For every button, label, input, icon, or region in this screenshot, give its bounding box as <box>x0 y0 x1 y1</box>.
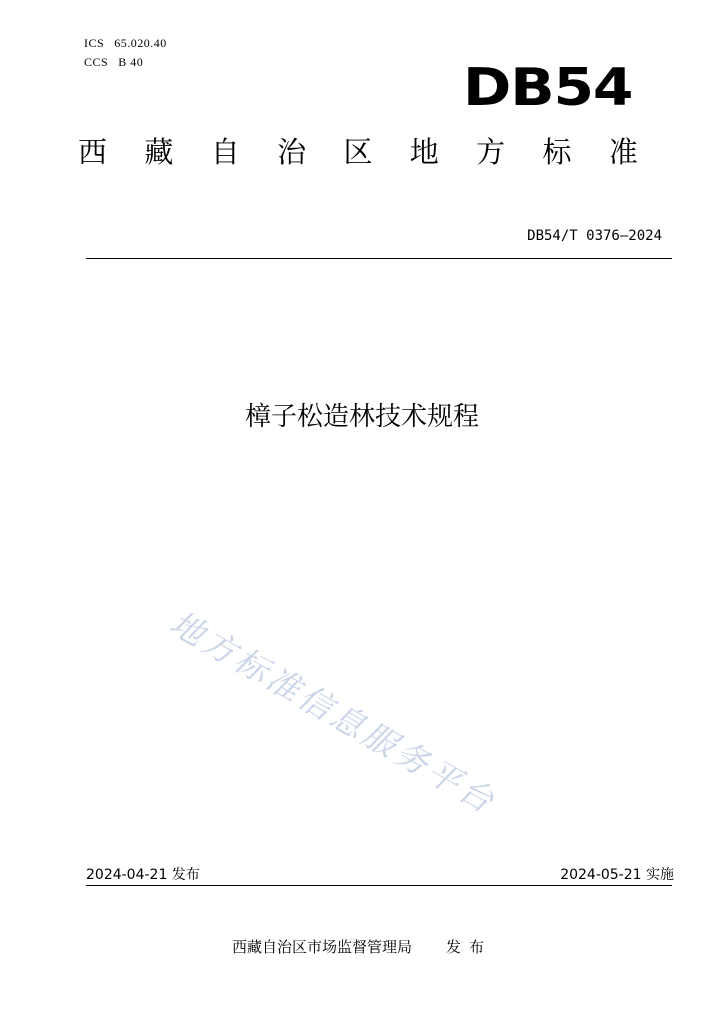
ics-value: 65.020.40 <box>114 36 167 50</box>
standard-number: DB54/T 0376—2024 <box>527 228 662 244</box>
ics-label: ICS <box>84 36 105 50</box>
bottom-divider <box>86 885 672 886</box>
standard-type-char: 标 <box>542 135 572 169</box>
ics-code <box>84 36 167 51</box>
top-divider <box>86 258 672 259</box>
standard-type-char: 地 <box>409 135 439 169</box>
ccs-label: CCS <box>84 55 109 69</box>
standard-type-char: 自 <box>210 135 240 169</box>
standard-type-char: 区 <box>343 135 373 169</box>
issue-date: 2024-04-21 发布 <box>86 867 200 883</box>
watermark: 地方标准信息服务平台 <box>163 603 504 822</box>
standard-type-char: 准 <box>608 135 638 169</box>
issuer-action: 发布 <box>446 938 493 956</box>
standard-type-char: 方 <box>476 135 506 169</box>
standard-type-char: 治 <box>277 135 307 169</box>
standard-type-char: 藏 <box>144 135 174 169</box>
standard-type-char: 西 <box>78 135 108 169</box>
db54-logo: DB54 <box>463 58 633 118</box>
ccs-code <box>84 55 143 70</box>
issuer-organization: 西藏自治区市场监督管理局 <box>231 938 412 956</box>
document-title: 樟子松造林技术规程 <box>244 402 479 432</box>
issuer-line <box>0 936 724 957</box>
implementation-date: 2024-05-21 实施 <box>560 867 674 883</box>
ccs-value: B 40 <box>118 55 144 69</box>
standard-type-heading <box>78 135 638 169</box>
